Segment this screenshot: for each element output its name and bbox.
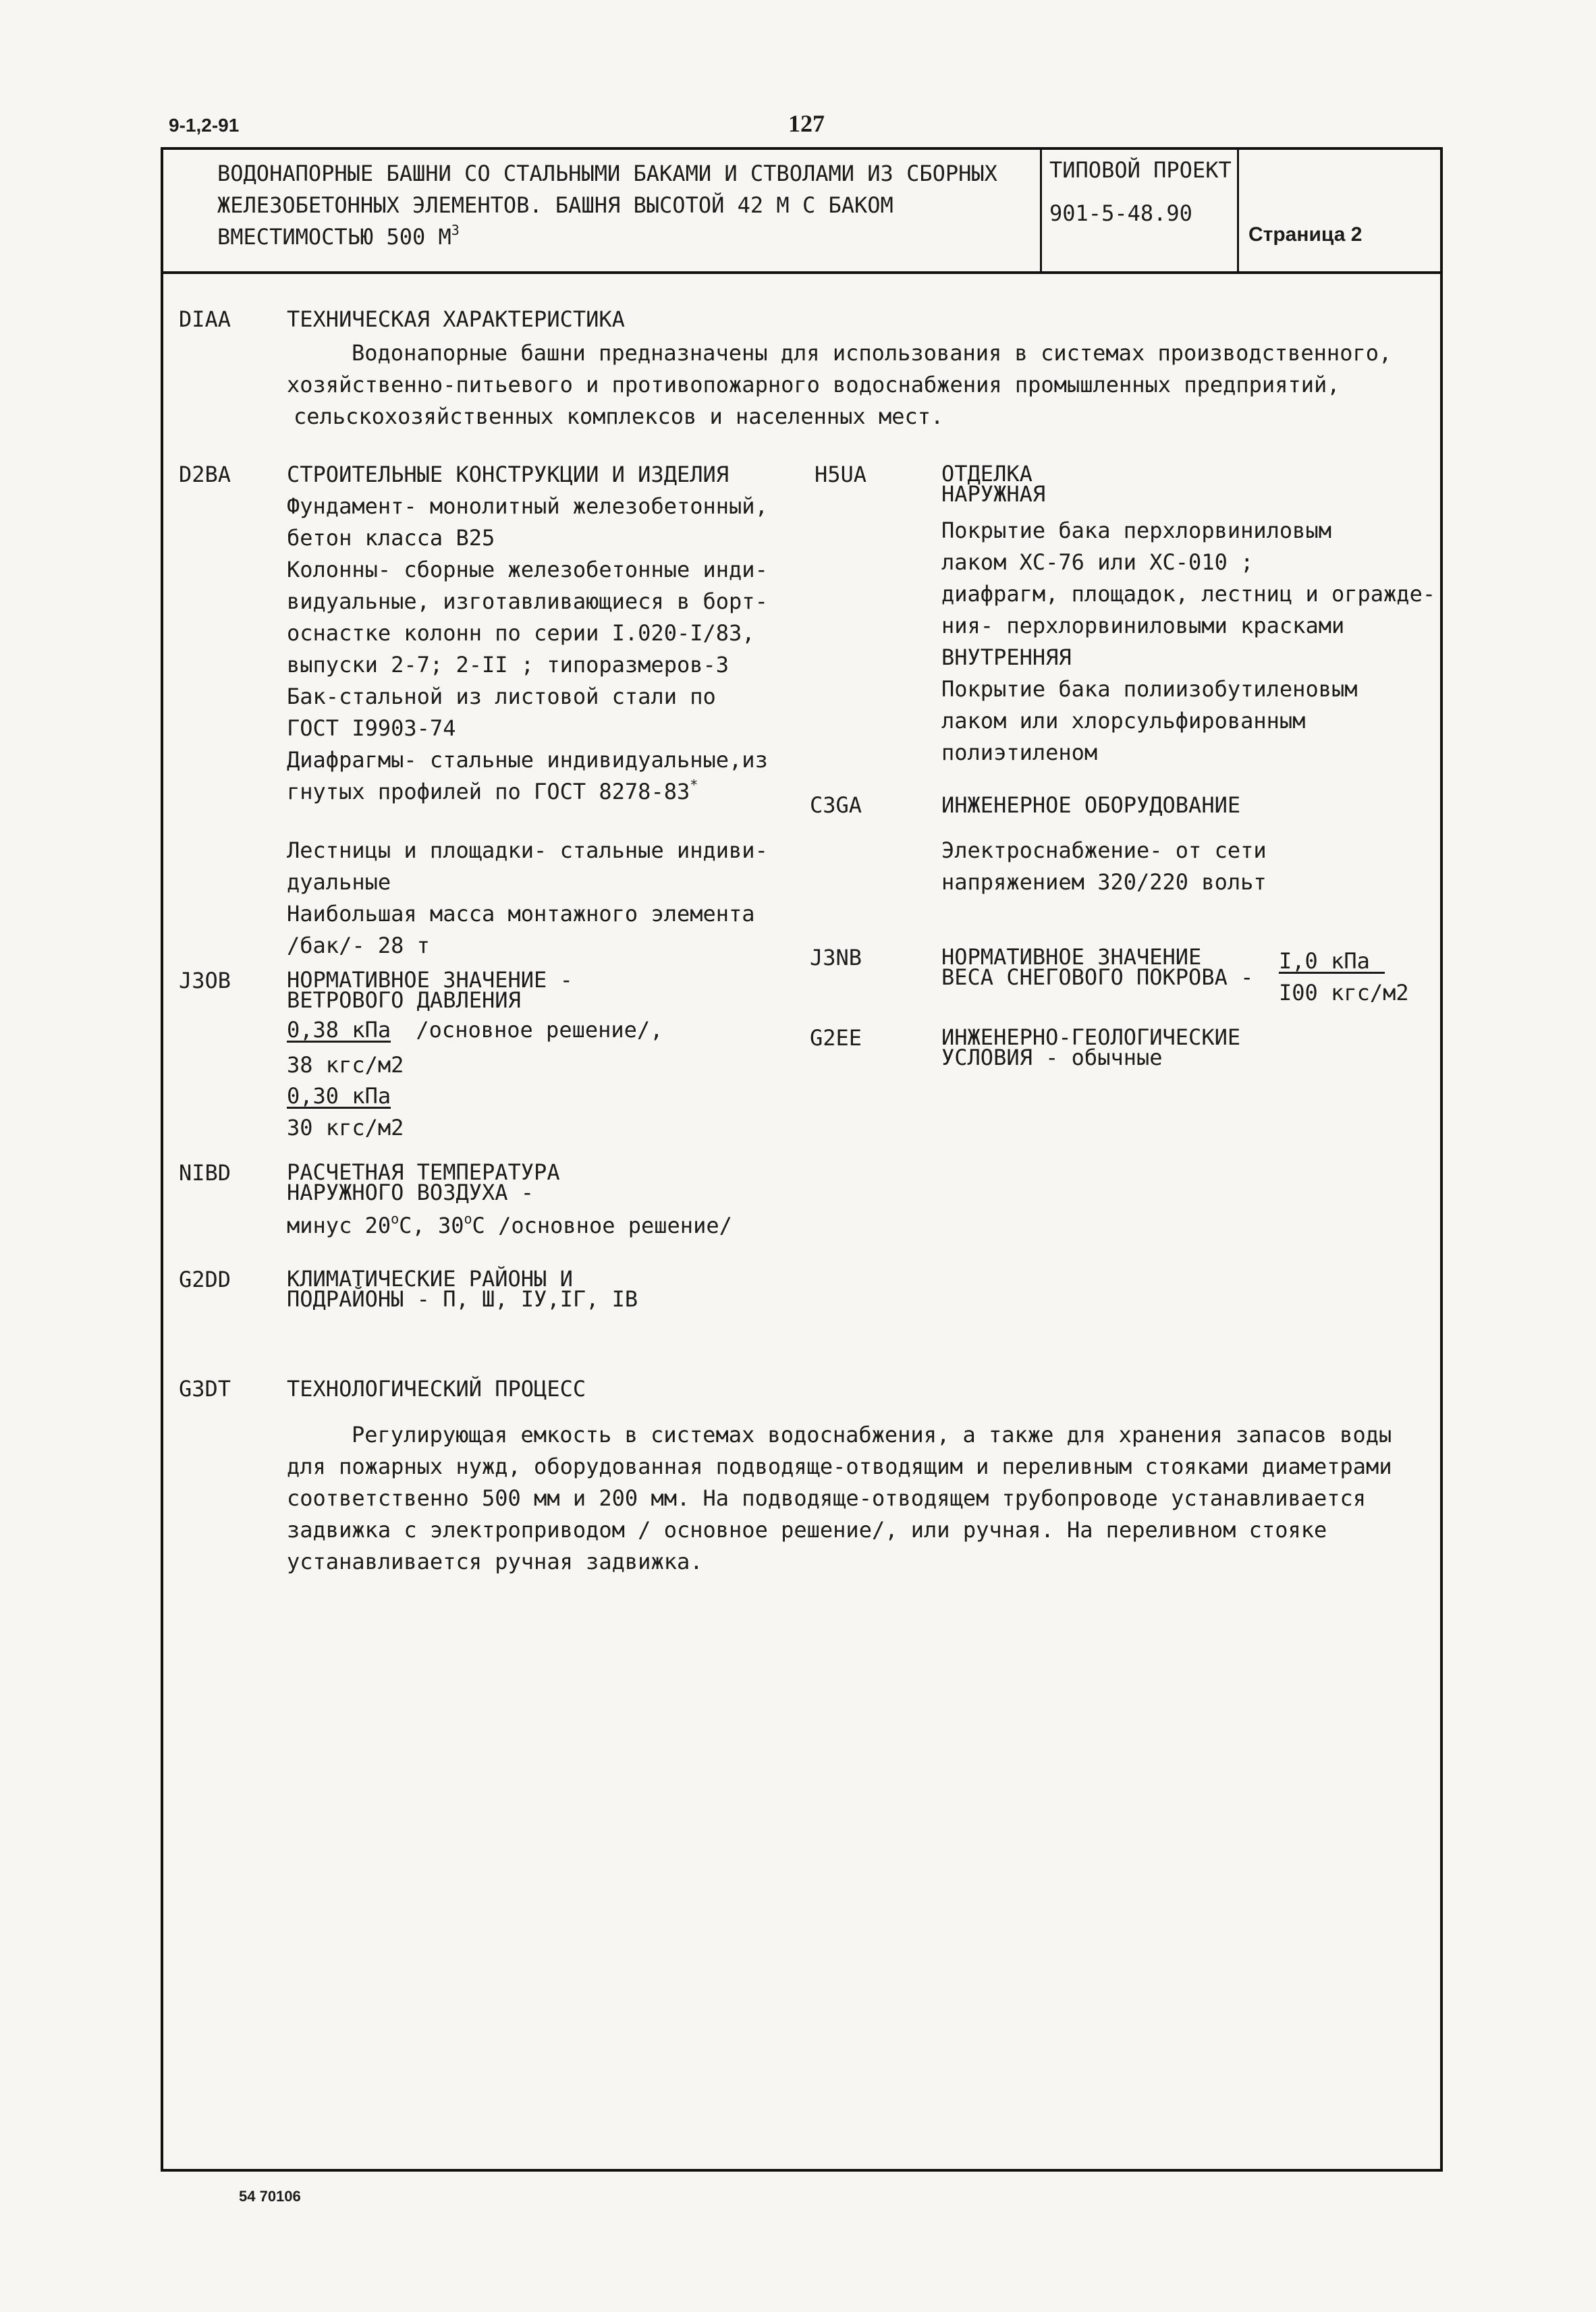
value-note: /основное решение/, <box>416 1017 663 1043</box>
text-line: Электроснабжение- от сети <box>941 837 1267 863</box>
text-line: гнутых профилей по ГОСТ 8278-83* <box>287 777 698 804</box>
heading-line: ИНЖЕНЕРНО-ГЕОЛОГИЧЕСКИЕ <box>941 1024 1241 1050</box>
text-line: диафрагм, площадок, лестниц и огражде- <box>941 581 1436 607</box>
heading-line: ПОДРАЙОНЫ - П, Ш, IУ,IГ, IВ <box>287 1286 638 1312</box>
text-line: хозяйственно-питьевого и противопожарного водоснабжения промышленных предприятий, <box>287 372 1340 397</box>
section-heading <box>941 1024 1241 1070</box>
heading-line: ВЕТРОВОГО ДАВЛЕНИЯ <box>287 987 521 1013</box>
section-heading: СТРОИТЕЛЬНЫЕ КОНСТРУКЦИИ И ИЗДЕЛИЯ <box>287 462 730 487</box>
wind-value-2-kgs: 30 кгс/м2 <box>287 1115 404 1140</box>
project-label: ТИПОВОЙ ПРОЕКТ <box>1049 157 1232 183</box>
text-line: лаком или хлорсульфированным <box>941 708 1306 734</box>
title-line-3: ВМЕСТИМОСТЬЮ 500 $М^3$ <box>217 222 460 250</box>
section-heading: ТЕХНОЛОГИЧЕСКИЙ ПРОЦЕСС <box>287 1376 586 1402</box>
text-line: Покрытие бака полиизобутиленовым <box>941 676 1358 702</box>
wind-value-2 <box>287 1085 391 1109</box>
temperature-value: минус $20^оС$, $30^оС$ /основное решение/ <box>287 1211 732 1238</box>
heading-line: РАСЧЕТНАЯ ТЕМПЕРАТУРА <box>287 1159 560 1185</box>
text-line: лаком ХС-76 или ХС-010 ; <box>941 549 1254 575</box>
section-heading <box>941 461 1046 507</box>
text-line: сельскохозяйственных комплексов и населенных мест. <box>294 404 944 429</box>
section-body <box>941 515 1435 769</box>
section-heading: ТЕХНИЧЕСКАЯ ХАРАКТЕРИСТИКА <box>287 306 625 332</box>
heading-line: УСЛОВИЯ - обычные <box>941 1045 1163 1070</box>
text-line: бетон класса В25 <box>287 525 495 551</box>
title-line-2: ЖЕЛЕЗОБЕТОННЫХ ЭЛЕМЕНТОВ. БАШНЯ ВЫСОТОЙ 42 М С БАКОМ <box>217 192 893 218</box>
section-code: G2DD <box>179 1267 231 1292</box>
text-line: Бак-стальной из листовой стали по <box>287 684 716 709</box>
header-divider-2 <box>1237 147 1239 273</box>
text-line: выпуски 2-7; 2-II ; типоразмеров-3 <box>287 652 730 678</box>
heading-line: ВЕСА СНЕГОВОГО ПОКРОВА - <box>941 964 1254 990</box>
text-line: задвижка с электроприводом / основное решение/, или ручная. На переливном стояке <box>287 1517 1327 1543</box>
section-heading <box>287 1266 638 1312</box>
text-line: напряжением 320/220 вольт <box>941 869 1267 895</box>
text-line: Диафрагмы- стальные индивидуальные,из <box>287 747 768 773</box>
section-heading <box>287 967 573 1013</box>
project-number: 901-5-48.90 <box>1049 200 1192 226</box>
subheading: ВНУТРЕННЯЯ <box>941 644 1072 670</box>
section-heading: ИНЖЕНЕРНОЕ ОБОРУДОВАНИЕ <box>941 792 1241 818</box>
section-body <box>287 337 1392 433</box>
section-body <box>941 835 1267 898</box>
text-line: Покрытие бака перхлорвиниловым <box>941 518 1331 543</box>
header-bottom-rule <box>161 271 1443 274</box>
wind-value-1-kgs: 38 кгс/м2 <box>287 1052 404 1078</box>
text-line: Лестницы и площадки- стальные индиви- <box>287 837 768 863</box>
heading-line: НОРМАТИВНОЕ ЗНАЧЕНИЕ <box>941 944 1202 970</box>
heading-line: КЛИМАТИЧЕСКИЕ РАЙОНЫ И <box>287 1266 573 1292</box>
document-code: 9-1,2-91 <box>169 115 240 136</box>
section-code: DIAA <box>179 306 231 332</box>
heading-line: НАРУЖНОГО ВОЗДУХА - <box>287 1180 534 1205</box>
page-number: 127 <box>788 110 825 137</box>
sheet-page-label: Страница 2 <box>1248 223 1363 246</box>
text-line: Наибольшая масса монтажного элемента <box>287 901 755 927</box>
text-line: полиэтиленом <box>941 740 1098 765</box>
text-line: Водонапорные башни предназначены для использования в системах производственного, <box>352 340 1392 366</box>
text-line: ния- перхлорвиниловыми красками <box>941 613 1345 638</box>
text-line: соответственно 500 мм и 200 мм. На подводяще-отводящем трубопроводе устанавливается <box>287 1485 1367 1511</box>
heading-line: НАРУЖНАЯ <box>941 481 1046 507</box>
text-line: Колонны- сборные железобетонные инди- <box>287 557 768 582</box>
header-divider-1 <box>1040 147 1042 273</box>
wind-value-1 <box>287 1019 663 1043</box>
text-line: ГОСТ I9903-74 <box>287 715 456 741</box>
heading-line: НОРМАТИВНОЕ ЗНАЧЕНИЕ - <box>287 967 573 993</box>
section-code: H5UA <box>815 462 867 487</box>
text-line: Регулирующая емкость в системах водоснабжения, а также для хранения запасов воды <box>352 1422 1392 1448</box>
section-code: C3GA <box>810 792 862 818</box>
text-line: устанавливается ручная задвижка. <box>287 1549 703 1574</box>
section-code: G2EE <box>810 1025 862 1051</box>
header-title <box>217 158 1027 253</box>
footer-code: 54 70106 <box>239 2188 301 2205</box>
section-body-2 <box>287 835 768 962</box>
value-kpa: 0,30 кПа <box>287 1083 391 1109</box>
heading-line: ОТДЕЛКА <box>941 461 1033 487</box>
section-heading <box>941 944 1254 990</box>
value-kpa: 0,38 кПа <box>287 1017 391 1043</box>
text-line: /бак/- 28 т <box>287 933 430 958</box>
section-body <box>287 491 768 808</box>
section-code: J3NB <box>810 945 862 970</box>
section-code: D2BA <box>179 462 231 487</box>
section-code: J3OB <box>179 968 231 993</box>
section-code: NIBD <box>179 1160 231 1186</box>
snow-value-kgs: I00 кгс/м2 <box>1279 980 1409 1006</box>
text-line: для пожарных нужд, оборудованная подводяще-отводящим и переливным стояками диаметрами <box>287 1454 1392 1479</box>
text-line: видуальные, изготавливающиеся в борт- <box>287 588 768 614</box>
snow-value-kpa: I,0 кПа <box>1279 950 1385 974</box>
section-heading <box>287 1159 560 1205</box>
text-line: оснастке колонн по серии I.020-I/83, <box>287 620 755 646</box>
title-line-1: ВОДОНАПОРНЫЕ БАШНИ СО СТАЛЬНЫМИ БАКАМИ И СТВОЛАМИ ИЗ СБОРНЫХ <box>217 161 997 186</box>
section-body <box>287 1419 1392 1578</box>
section-code: G3DT <box>179 1376 231 1402</box>
text-line: Фундамент- монолитный железобетонный, <box>287 493 768 519</box>
text-line: дуальные <box>287 869 391 895</box>
